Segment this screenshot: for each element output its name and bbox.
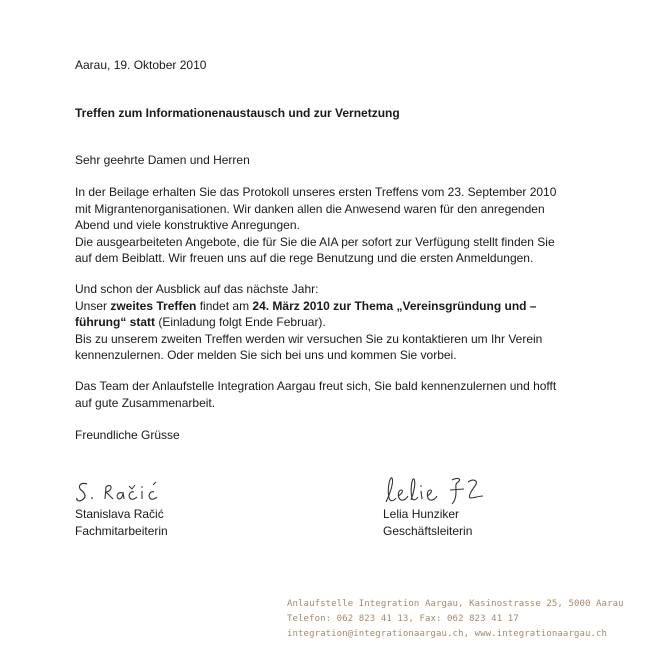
paragraph-3-line: Das Team der Anlaufstelle Integration Aargau freut sich, Sie bald kennenzulernen und hofft: [75, 379, 557, 393]
closing: Freundliche Grüsse: [75, 428, 180, 442]
paragraph-2-line: kennenzulernen. Oder melden Sie sich bei uns und kommen Sie vorbei.: [75, 348, 457, 362]
text-run-bold: zweites Treffen: [110, 298, 197, 313]
paragraph-1-line: Abend und viele konstruktive Anregungen.: [75, 218, 300, 232]
subject-line: Treffen zum Informationenaustausch und zur Vernetzung: [75, 106, 400, 120]
salutation: Sehr geehrte Damen und Herren: [75, 153, 250, 167]
footer-phone-fax: Telefon: 062 823 41 13, Fax: 062 823 41 17: [287, 614, 519, 624]
text-run-bold: führung“ statt: [75, 315, 155, 329]
place-date: Aarau, 19. Oktober 2010: [75, 58, 207, 72]
paragraph-2-line: Und schon der Ausblick auf das nächste Jahr:: [75, 282, 319, 296]
footer-address: Anlaufstelle Integration Aargau, Kasinostrasse 25, 5000 Aarau: [287, 599, 624, 609]
signatory-left-role: Fachmitarbeiterin: [75, 524, 168, 538]
signature-left: [75, 478, 195, 508]
text-run: (Einladung folgt Ende Februar).: [155, 315, 326, 329]
paragraph-1-line: mit Migrantenorganisationen. Wir danken allen die Anwesend waren für den anregenden: [75, 201, 545, 216]
paragraph-2: [75, 281, 595, 364]
paragraph-2-line: [75, 298, 595, 315]
text-run-bold: 24. März 2010 zur Thema „Vereinsgründung und –: [252, 298, 537, 313]
signatory-right-name: Lelia Hunziker: [383, 507, 460, 521]
paragraph-3-line: auf gute Zusammenarbeit.: [75, 395, 216, 410]
footer-email-web: integration@integrationaargau.ch, www.integrationaargau.ch: [287, 629, 608, 639]
paragraph-3: [75, 378, 595, 411]
text-run: findet am: [196, 298, 253, 313]
signatory-left: [75, 506, 168, 540]
signature-right: [382, 474, 502, 506]
paragraph-1-line: Die ausgearbeiteten Angebote, die für Sie die AIA per sofort zur Verfügung stellt finden Sie: [75, 234, 555, 249]
paragraph-1: [75, 184, 595, 267]
signatory-left-name: Stanislava Račić: [75, 507, 164, 521]
letterhead-footer: [287, 597, 624, 642]
signatory-right: [383, 506, 472, 540]
paragraph-2-line: [75, 314, 595, 331]
paragraph-1-line: auf dem Beiblatt. Wir freuen uns auf die rege Benutzung und die ersten Anmeldungen.: [75, 251, 534, 265]
paragraph-1-line: In der Beilage erhalten Sie das Protokoll unseres ersten Treffens vom 23. September 2010: [75, 185, 557, 199]
text-run: Unser: [75, 298, 111, 313]
paragraph-2-line: Bis zu unserem zweiten Treffen werden wir versuchen Sie zu kontaktieren um Ihr Verein: [75, 331, 543, 346]
signatory-right-role: Geschäftsleiterin: [383, 524, 473, 538]
